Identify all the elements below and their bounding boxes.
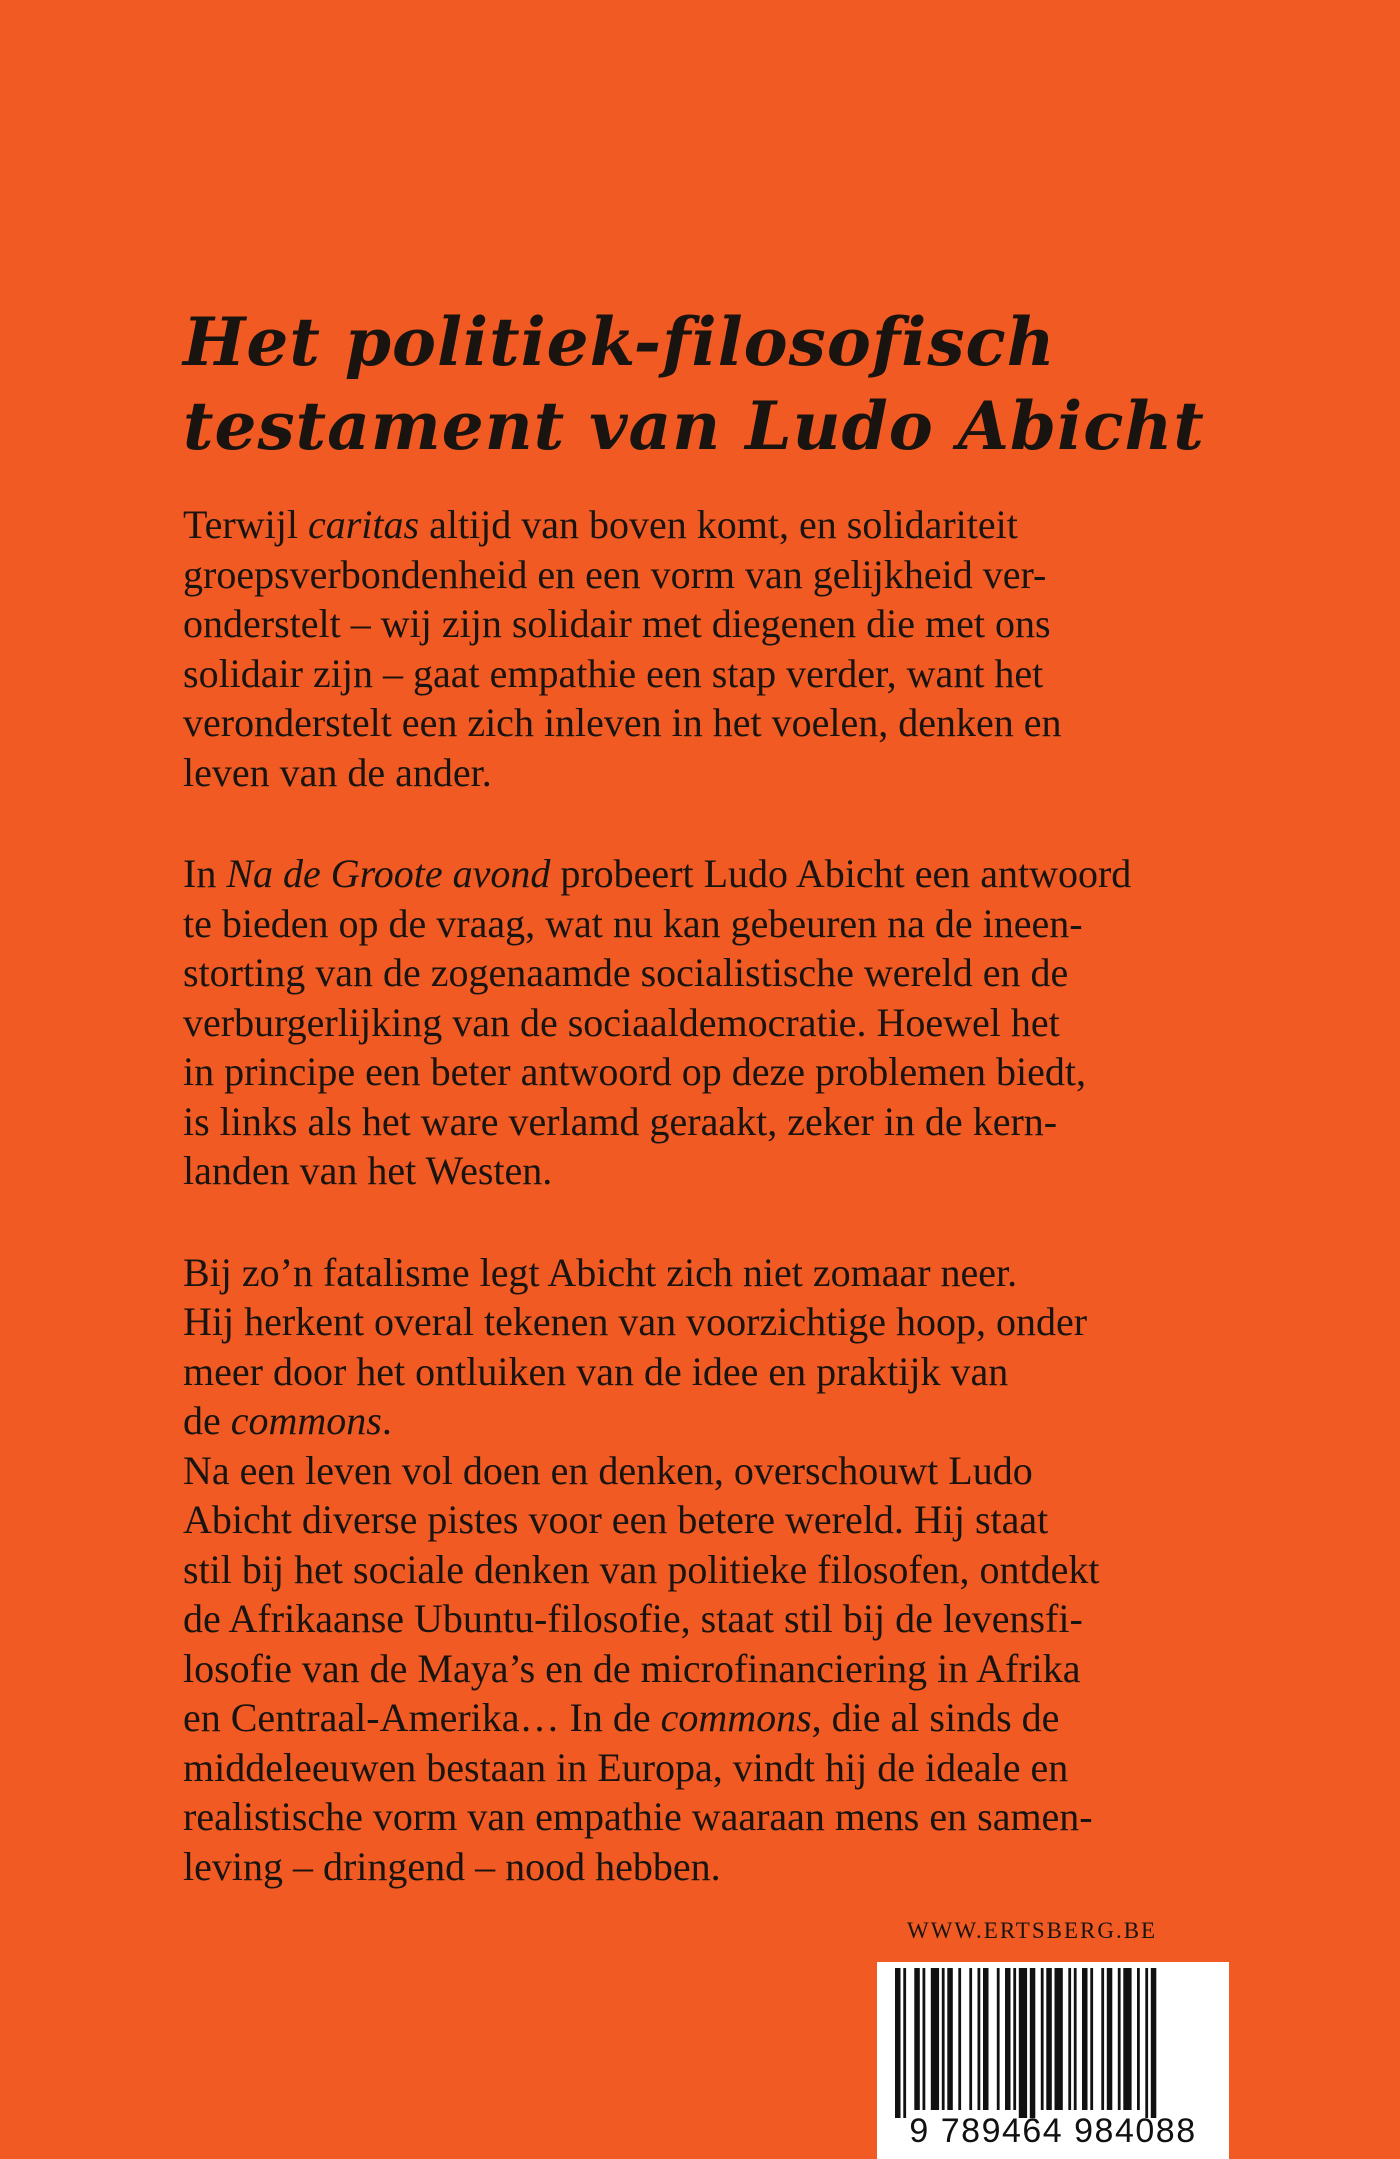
barcode-bar: [1118, 1968, 1121, 2110]
barcode-bar: [903, 1968, 906, 2118]
text-line: storting van de zogenaamde socialistische wereld en de: [183, 950, 1069, 995]
text-line: Na een leven vol doen en denken, overschouwt Ludo: [183, 1447, 1033, 1493]
paragraph-1: [183, 500, 1243, 797]
text-line: leving – dringend – nood hebben.: [183, 1843, 721, 1889]
text-line: losofie van de Maya’s en de microfinanciering in Afrika: [183, 1645, 1081, 1691]
text-line: [183, 1396, 1243, 1446]
barcode-bar: [1137, 1968, 1140, 2110]
barcode-bar: [1107, 1968, 1113, 2110]
text-line: realistische vorm van empathie waaraan mens en samen-: [183, 1794, 1093, 1839]
barcode-bar: [947, 1968, 953, 2110]
text-line: leven van de ander.: [183, 749, 492, 795]
text-line: de Afrikaanse Ubuntu-filosofie, staat stil bij de levensfi-: [183, 1596, 1083, 1641]
text-line: Abicht diverse pistes voor een betere wereld. Hij staat: [183, 1497, 1049, 1542]
paragraph-spacer: [183, 797, 1243, 849]
barcode-bar: [1090, 1968, 1093, 2110]
text-run: Terwijl: [183, 502, 308, 547]
barcode-bar: [1030, 1968, 1036, 2118]
barcode-bar: [969, 1968, 972, 2110]
text-line: in principe een beter antwoord op deze problemen biedt,: [183, 1049, 1086, 1094]
publisher-website: WWW.ERTSBERG.BE: [907, 1918, 1158, 1943]
text-line: [183, 500, 1243, 550]
paragraph-2: [183, 849, 1243, 1196]
barcode-bar: [895, 1968, 901, 2118]
barcode-bar: [1013, 1968, 1016, 2110]
blurb-text: [183, 500, 1243, 1891]
text-line: verburgerlijking van de sociaaldemocratie. Hoewel het: [183, 999, 1060, 1045]
italic-run: commons: [230, 1398, 382, 1443]
text-run: altijd van boven komt, en solidariteit: [419, 502, 1018, 547]
barcode-bar: [931, 1968, 939, 2110]
text-run: In: [183, 851, 227, 896]
barcode-bar: [1151, 1968, 1157, 2118]
text-line: stil bij het sociale denken van politieke filosofen, ontdekt: [183, 1546, 1100, 1592]
text-run: .: [381, 1398, 392, 1443]
italic-run: caritas: [307, 502, 420, 547]
text-run: en Centraal-Amerika… In de: [183, 1695, 661, 1740]
barcode-bar: [1074, 1968, 1077, 2110]
barcode-bar: [942, 1968, 945, 2110]
text-run: , die al sinds de: [811, 1695, 1060, 1740]
paragraph-4: [183, 1446, 1243, 1892]
italic-run: Na de Groote avond: [226, 851, 551, 896]
barcode-bar: [997, 1968, 1000, 2110]
title-line-2: testament van Ludo Abicht: [183, 387, 1205, 465]
barcode-bar: [983, 1968, 989, 2110]
text-line: is links als het ware verlamd geraakt, zeker in de kern-: [183, 1098, 1058, 1144]
text-line: landen van het Westen.: [183, 1148, 553, 1193]
text-line: te bieden op de vraag, wat nu kan gebeuren na de ineen-: [183, 900, 1083, 946]
text-line: Bij zo’n fatalisme legt Abicht zich niet zomaar neer.: [183, 1249, 1018, 1295]
barcode-bar: [1145, 1968, 1148, 2118]
barcode-bar: [978, 1968, 981, 2110]
barcode-bar: [1068, 1968, 1071, 2110]
barcode-bar: [1123, 1968, 1131, 2110]
barcode-bar: [1101, 1968, 1104, 2110]
text-line: solidair zijn – gaat empathie een stap verder, want het: [183, 650, 1044, 696]
barcode-bar: [1082, 1968, 1088, 2110]
text-run: probeert Ludo Abicht een antwoord: [550, 851, 1132, 896]
barcode-bar: [1005, 1968, 1011, 2110]
barcode-bar: [1041, 1968, 1044, 2110]
text-line: onderstelt – wij zijn solidair met diegenen die met ons: [183, 601, 1051, 646]
text-run: de: [183, 1398, 231, 1443]
paragraph-spacer: [183, 1196, 1243, 1248]
text-line: [183, 1693, 1243, 1743]
barcode-bar: [958, 1968, 961, 2110]
title-line-1: Het politiek-filosofisch: [183, 303, 1056, 381]
isbn-digits: 9 789464 984088: [909, 2112, 1197, 2150]
text-line: groepsverbondenheid en een vorm van gelijkheid ver-: [183, 551, 1047, 597]
book-title: [183, 300, 1263, 468]
text-line: veronderstelt een zich inleven in het voelen, denken en: [183, 700, 1062, 745]
barcode-bar: [1019, 1968, 1027, 2118]
barcode-bar: [923, 1968, 926, 2110]
barcode-bar: [1046, 1968, 1052, 2110]
barcode-bar: [914, 1968, 920, 2110]
isbn-barcode: [877, 1962, 1229, 2159]
barcode-bar: [1055, 1968, 1063, 2110]
text-line: meer door het ontluiken van de idee en praktijk van: [183, 1348, 1009, 1394]
paragraph-3: [183, 1248, 1243, 1446]
italic-run: commons: [660, 1695, 812, 1740]
text-line: Hij herkent overal tekenen van voorzichtige hoop, onder: [183, 1299, 1088, 1344]
text-line: [183, 849, 1243, 899]
text-line: middeleeuwen bestaan in Europa, vindt hij de ideale en: [183, 1744, 1069, 1790]
